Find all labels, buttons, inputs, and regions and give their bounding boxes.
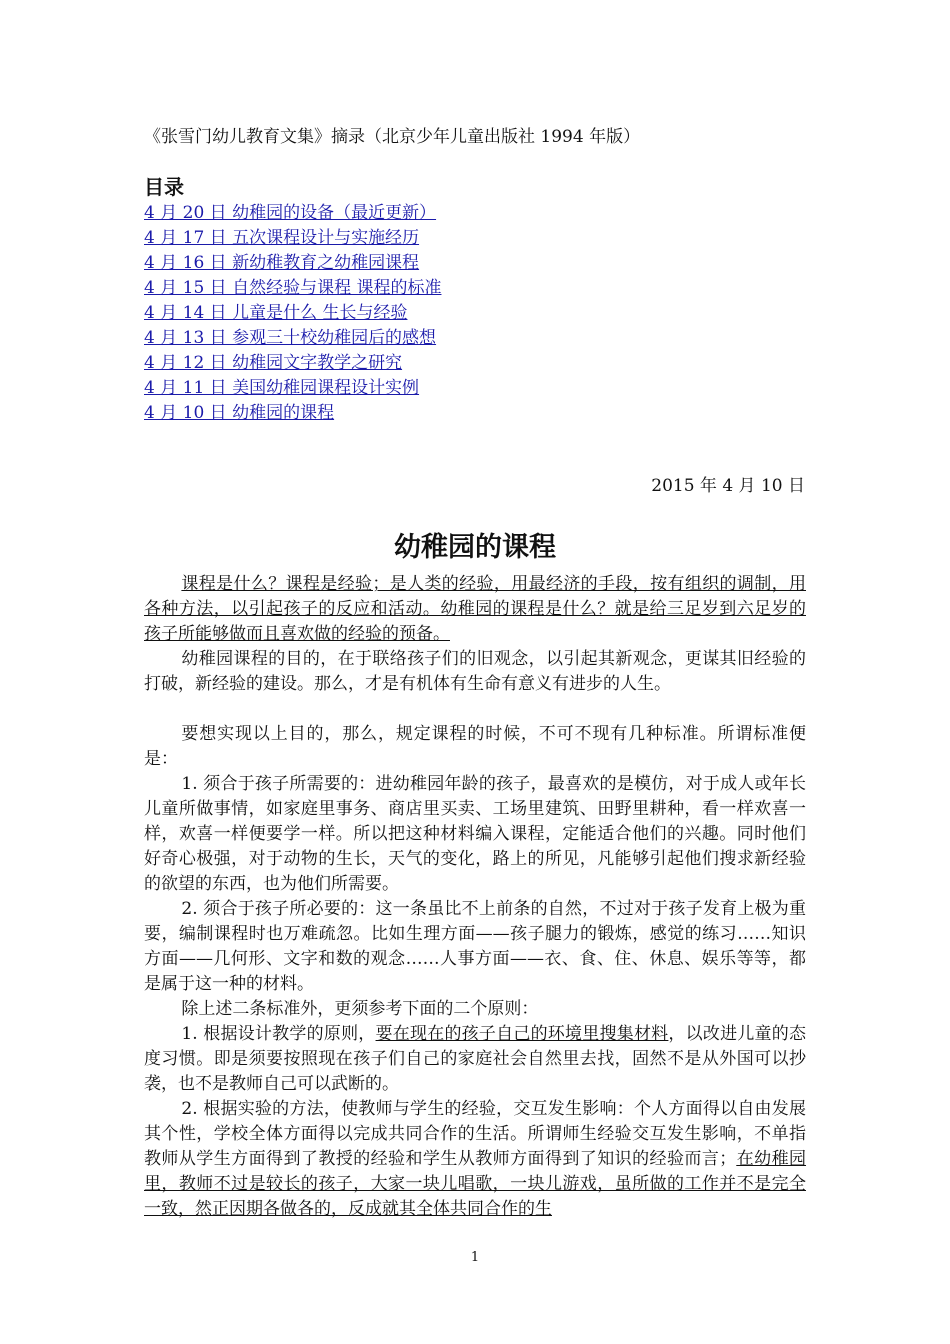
toc-link-apr-12[interactable]: 4 月 12 日 幼稚园文字教学之研究 bbox=[144, 353, 403, 373]
toc-item bbox=[144, 250, 441, 275]
article-body bbox=[144, 572, 806, 1222]
toc-item bbox=[144, 350, 441, 375]
article-date: 2015 年 4 月 10 日 bbox=[651, 476, 805, 496]
page-number: 1 bbox=[470, 1250, 480, 1265]
principle-2-lead: 2. 根据实验的方法，使教师与学生的经验，交互发生影响：个人方面得以自由发展其个性，学校全体方面得以完成共同合作的生活。所谓师生经验交互发生影响，不单指教师从学生方面得到了教授的经验和学生从教师方面得到了知识的经验而言； bbox=[144, 1099, 806, 1169]
principle-1-lead: 1. 根据设计教学的原则， bbox=[181, 1024, 376, 1044]
toc-item bbox=[144, 375, 441, 400]
toc-link-apr-17[interactable]: 4 月 17 日 五次课程设计与实施经历 bbox=[144, 228, 420, 248]
paragraph-definition bbox=[144, 572, 806, 647]
toc-link-apr-10[interactable]: 4 月 10 日 幼稚园的课程 bbox=[144, 403, 335, 423]
underlined-text: 课程是什么？课程是经验；是人类的经验，用最经济的手段，按有组织的调制，用各种方法，以引起孩子的反应和活动。幼稚园的课程是什么？就是给三足岁到六足岁的孩子所能够做而且喜欢做的经验的预备。 bbox=[144, 574, 806, 644]
toc-item bbox=[144, 400, 441, 425]
toc-item bbox=[144, 200, 441, 225]
paragraph-purpose: 幼稚园课程的目的，在于联络孩子们的旧观念，以引起其新观念，更谋其旧经验的打破，新经验的建设。那么，才是有机体有生命有意义有进步的人生。 bbox=[144, 649, 806, 694]
paragraph-standard-2: 2. 须合于孩子所必要的：这一条虽比不上前条的自然，不过对于孩子发育上极为重要，编制课程时也万难疏忽。比如生理方面——孩子腿力的锻炼，感觉的练习……知识方面——几何形、文字和数的观念……人事方面——衣、食、住、休息、娱乐等等，都是属于这一种的材料。 bbox=[144, 899, 806, 994]
paragraph-standards-intro: 要想实现以上目的，那么，规定课程的时候，不可不现有几种标准。所谓标准便是： bbox=[144, 724, 806, 769]
table-of-contents bbox=[144, 200, 441, 425]
paragraph-principles-intro: 除上述二条标准外，更须参考下面的二个原则： bbox=[181, 999, 539, 1019]
toc-link-apr-13[interactable]: 4 月 13 日 参观三十校幼稚园后的感想 bbox=[144, 328, 437, 348]
toc-link-apr-20[interactable]: 4 月 20 日 幼稚园的设备（最近更新） bbox=[144, 203, 437, 223]
toc-link-apr-16[interactable]: 4 月 16 日 新幼稚教育之幼稚园课程 bbox=[144, 253, 420, 273]
toc-link-apr-11[interactable]: 4 月 11 日 美国幼稚园课程设计实例 bbox=[144, 378, 420, 398]
article-title: 幼稚园的课程 bbox=[394, 532, 556, 563]
paragraph-standard-1: 1. 须合于孩子所需要的：进幼稚园年龄的孩子，最喜欢的是模仿，对于成人或年长儿童所做事情，如家庭里事务、商店里买卖、工场里建筑、田野里耕种，看一样欢喜一样，欢喜一样便要学一样。所以把这种材料编入课程，定能适合他们的兴趣。同时他们好奇心极强，对于动物的生长，天气的变化，路上的所见，凡能够引起他们搜求新经验的欲望的东西，也为他们所需要。 bbox=[144, 774, 806, 894]
toc-heading: 目录 bbox=[144, 175, 184, 199]
paragraph-principle-2 bbox=[144, 1097, 806, 1222]
toc-item bbox=[144, 300, 441, 325]
underlined-text: 在幼稚园里，教师不过是较长的孩子，大家一块儿唱歌，一块儿游戏，虽所做的工作并不是完全一致，然正因期各做各的，反成就其全体共同合作的生 bbox=[144, 1149, 807, 1219]
toc-item bbox=[144, 225, 441, 250]
toc-link-apr-15[interactable]: 4 月 15 日 自然经验与课程 课程的标准 bbox=[144, 278, 442, 298]
toc-item bbox=[144, 325, 441, 350]
toc-link-apr-14[interactable]: 4 月 14 日 儿童是什么 生长与经验 bbox=[144, 303, 408, 323]
underlined-text: 要在现在的孩子自己的环境里搜集材料 bbox=[375, 1024, 669, 1044]
toc-item bbox=[144, 275, 441, 300]
paragraph-principle-1 bbox=[144, 1022, 806, 1097]
source-line: 《张雪门幼儿教育文集》摘录（北京少年儿童出版社 1994 年版） bbox=[144, 127, 641, 147]
principle-1-rest: ，以改进儿童的态度习惯。即是须要按照现在孩子们自己的家庭社会自然里去找，固然不是从外国可以抄袭，也不是教师自己可以武断的。 bbox=[144, 1024, 807, 1094]
